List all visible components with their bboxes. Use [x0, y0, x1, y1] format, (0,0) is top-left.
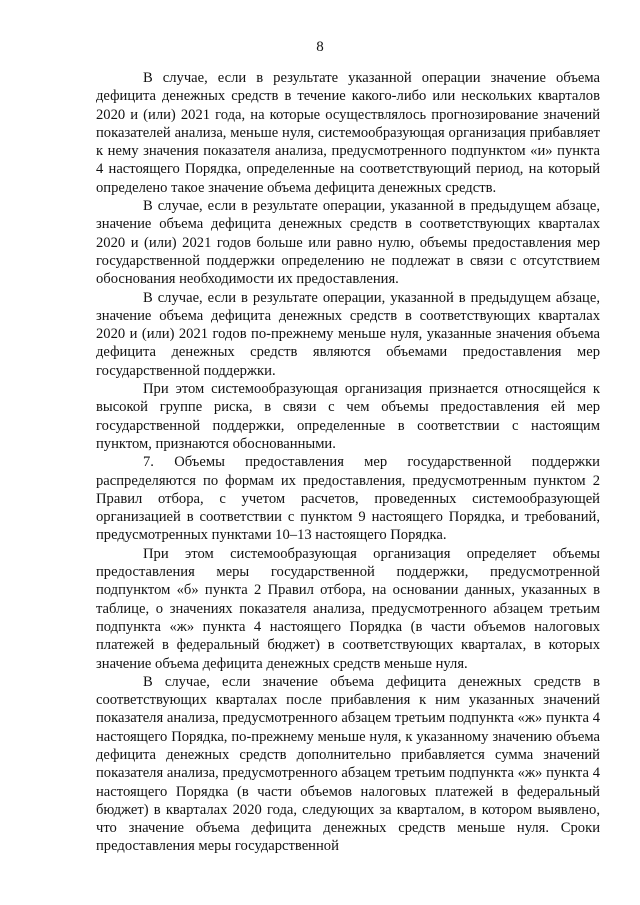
- document-body: [96, 69, 600, 856]
- paragraph-measure-b-volumes: При этом системообразующая организация определяет объемы предоставления меры государственной поддержки, предусмотренной подпунктом «б» пункта 2 Правил отбора, на основании данных, указанных в таблице, о значениях показателя анализа, предусмотренного абзацем третьим подпункта «ж» пункта 4 настоящего Порядка (в части объемов налоговых платежей в федеральный бюджет) в соответствующих кварталах, в которых значение объема дефицита денежных средств меньше нуля.: [96, 545, 600, 672]
- page-number: 8: [316, 39, 324, 55]
- paragraph-deficit-still-negative: В случае, если в результате операции, указанной в предыдущем абзаце, значение объема дефицита денежных средств в соответствующих кварталах 2020 и (или) 2021 годов по-прежнему меньше нуля, указанные значения объема дефицита денежных средств являются объемами предоставления мер государственной поддержки.: [96, 289, 600, 379]
- paragraph-item-7: 7. Объемы предоставления мер государственной поддержки распределяются по формам их предоставления, предусмотренным пунктом 2 Правил отбора, с учетом расчетов, проведенных системообразующей организацией в соответствии с пунктом 9 настоящего Порядка, и требований, предусмотренных пунктами 10–13 настоящего Порядка.: [96, 454, 600, 544]
- paragraph-additional-sum: В случае, если значение объема дефицита денежных средств в соответствующих кварталах после прибавления к ним указанных значений показателя анализа, предусмотренного абзацем третьим подпункта «ж» пункта 4 настоящего Порядка, по-прежнему меньше нуля, к указанному значению объема дефицита денежных средств дополнительно прибавляется сумма значений показателя анализа, предусмотренного абзацем третьим подпункта «ж» пункта 4 настоящего Порядка (в части объемов налоговых платежей в федеральный бюджет) в кварталах 2020 года, следующих за кварталом, в котором выявлено, что значение объема дефицита денежных средств меньше нуля. Сроки предоставления меры государственной: [96, 673, 600, 855]
- paragraph-high-risk-group: При этом системообразующая организация признается относящейся к высокой группе риска, в связи с чем объемы предоставления ей мер государственной поддержки, определенные в соответствии с настоящим пунктом, признаются обоснованными.: [96, 381, 600, 452]
- paragraph-deficit-nonnegative: В случае, если в результате операции, указанной в предыдущем абзаце, значение объема дефицита денежных средств в соответствующих кварталах 2020 и (или) 2021 годов больше или равно нулю, объемы предоставления мер государственной поддержки определению не подлежат в связи с отсутствием обоснования необходимости их предоставления.: [96, 198, 600, 288]
- paragraph-deficit-below-zero: В случае, если в результате указанной операции значение объема дефицита денежных средств в течение какого-либо или нескольких кварталов 2020 и (или) 2021 года, на которые осуществлялось прогнозирование значений показателей анализа, меньше нуля, системообразующая организация прибавляет к нему значения показателя анализа, предусмотренного подпунктом «и» пункта 4 настоящего Порядка, определенные на соответствующий период, на который определено такое значение объема дефицита денежных средств.: [96, 70, 600, 196]
